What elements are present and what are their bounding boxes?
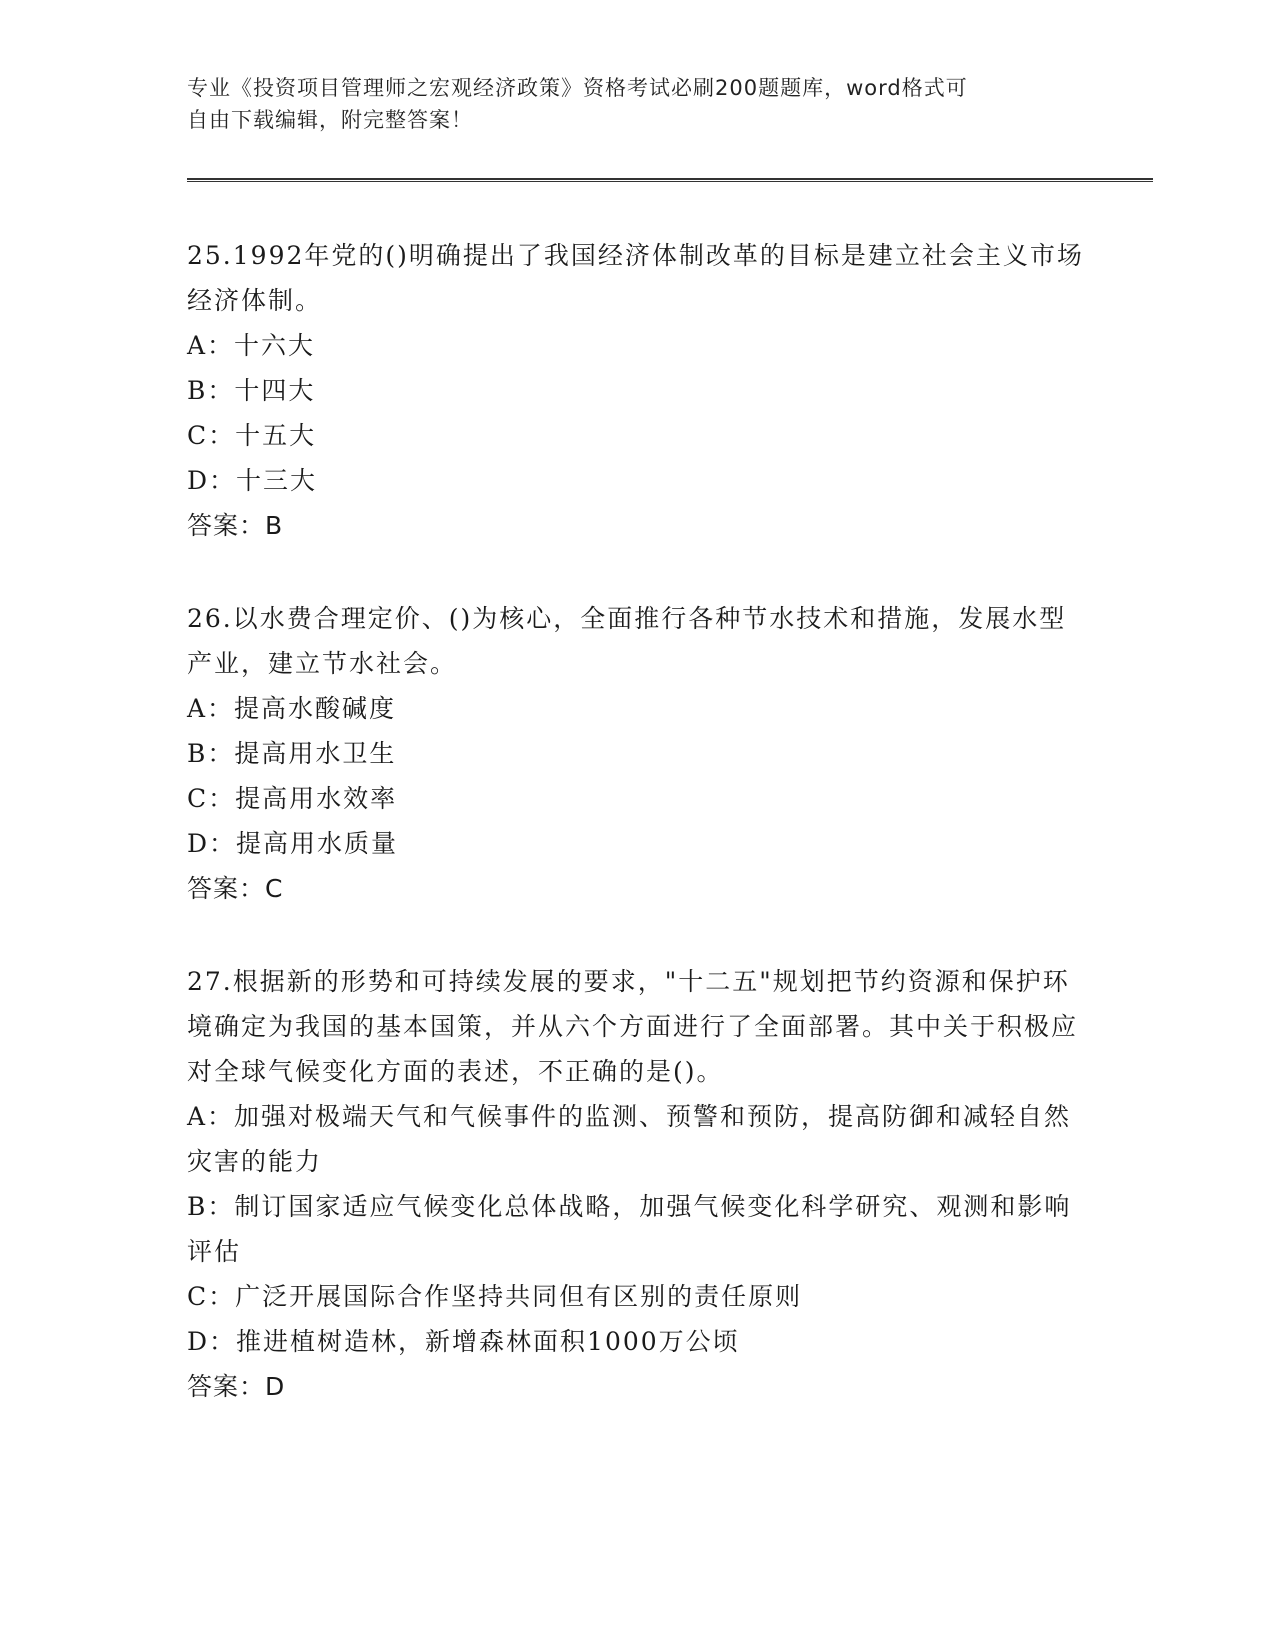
option-d: D：提高用水质量: [187, 829, 399, 858]
option-c: C：十五大: [187, 421, 317, 450]
question-25: [187, 233, 1087, 548]
answer-line: 答案：B: [187, 511, 284, 540]
option-c: C：广泛开展国际合作坚持共同但有区别的责任原则: [187, 1282, 803, 1311]
question-text: 27.根据新的形势和可持续发展的要求，"十二五"规划把节约资源和保护环境确定为我国的基本国策，并从六个方面进行了全面部署。其中关于积极应对全球气候变化方面的表述，不正确的是()。: [187, 967, 1079, 1086]
option-c: C：提高用水效率: [187, 784, 398, 813]
option-b: B：制订国家适应气候变化总体战略，加强气候变化科学研究、观测和影响评估: [187, 1192, 1072, 1266]
header-divider: [187, 178, 1153, 182]
option-b: B：十四大: [187, 376, 316, 405]
option-a: A：十六大: [187, 331, 316, 360]
option-a: A：提高水酸碱度: [187, 694, 397, 723]
document-header: [187, 72, 1087, 136]
header-line-2: 自由下载编辑，附完整答案！: [187, 108, 473, 132]
option-d: D：十三大: [187, 466, 318, 495]
question-26: [187, 596, 1087, 911]
option-a: A：加强对极端天气和气候事件的监测、预警和预防，提高防御和减轻自然灾害的能力: [187, 1102, 1072, 1176]
option-b: B：提高用水卫生: [187, 739, 397, 768]
option-d: D：推进植树造林，新增森林面积1000万公顷: [187, 1327, 740, 1356]
question-text: 26.以水费合理定价、()为核心，全面推行各种节水技术和措施，发展水型产业，建立节水社会。: [187, 604, 1067, 678]
answer-line: 答案：D: [187, 1372, 286, 1401]
question-text: 25.1992年党的()明确提出了我国经济体制改革的目标是建立社会主义市场经济体制。: [187, 241, 1084, 315]
question-27: [187, 959, 1087, 1409]
answer-line: 答案：C: [187, 874, 284, 903]
header-line-1: 专业《投资项目管理师之宏观经济政策》资格考试必刷200题题库，word格式可: [187, 76, 968, 100]
